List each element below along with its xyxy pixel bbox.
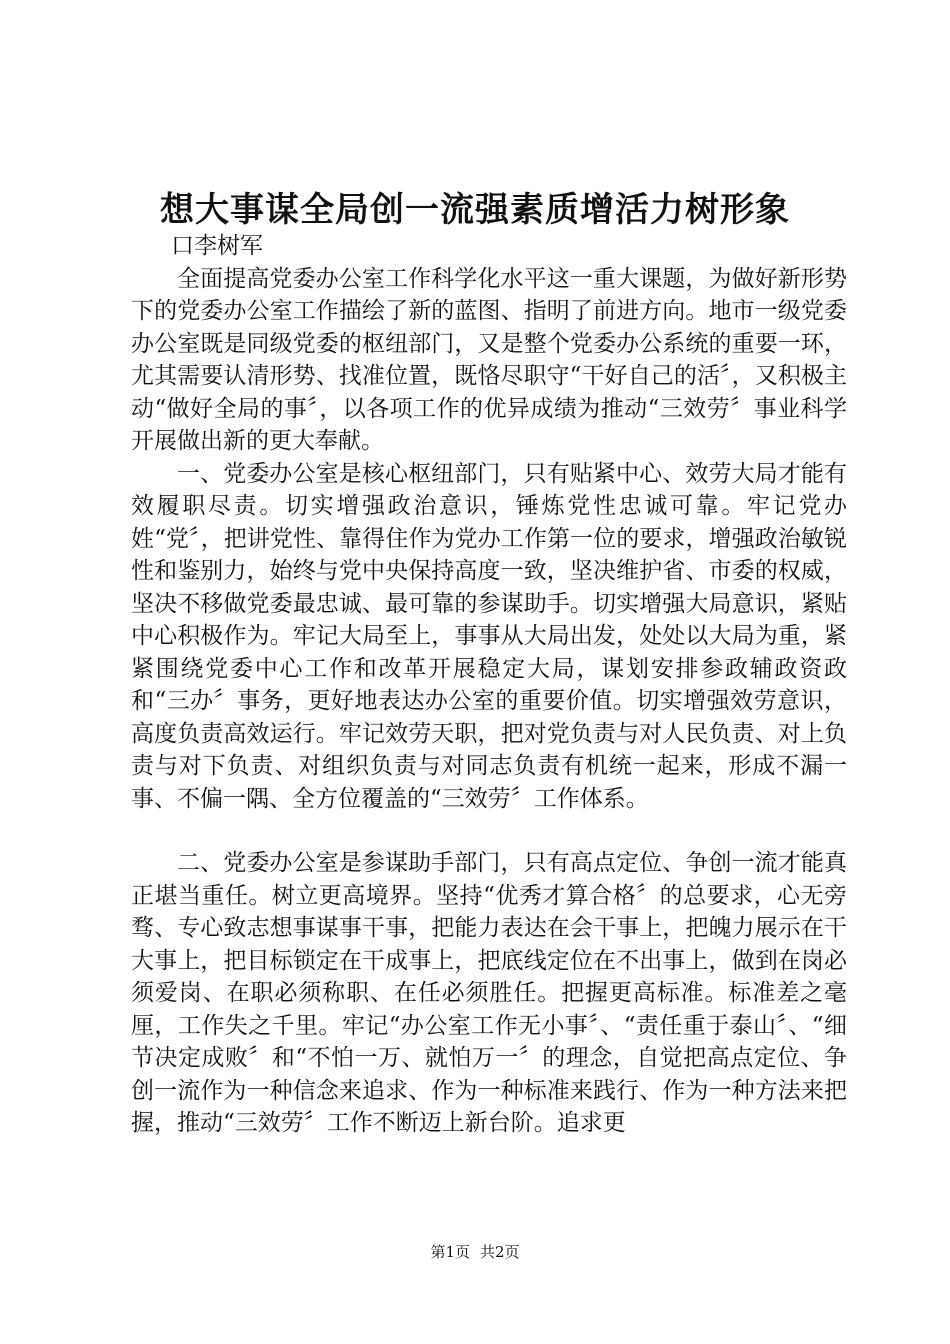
- page-footer: [0, 1242, 950, 1262]
- paragraph-section-one: 一、党委办公室是核心枢纽部门，只有贴紧中心、效劳大局才能有效履职尽责。切实增强政治意识，锤炼党性忠诚可靠。牢记党办姓“党〞，把讲党性、靠得住作为党办工作第一位的要求，增强政治敏锐性和鉴别力，始终与党中央保持高度一致，坚决维护省、市委的权威，坚决不移做党委最忠诚、最可靠的参谋助手。切实增强大局意识，紧贴中心积极作为。牢记大局至上，事事从大局出发，处处以大局为重，紧紧围绕党委中心工作和改革开展稳定大局，谋划安排参政辅政资政和“三办〞事务，更好地表达办公室的重要价值。切实增强效劳意识，高度负责高效运行。牢记效劳天职，把对党负责与对人民负责、对上负责与对下负责、对组织负责与对同志负责有机统一起来，形成不漏一事、不偏一隅、全方位覆盖的“三效劳〞工作体系。: [131, 460, 847, 812]
- document-title: 想大事谋全局创一流强素质增活力树形象: [160, 190, 790, 230]
- page-total: 共2页: [480, 1243, 520, 1261]
- document-body: [131, 230, 847, 1140]
- paragraph-intro: 全面提高党委办公室工作科学化水平这一重大课题，为做好新形势下的党委办公室工作描绘了新的蓝图、指明了前进方向。地市一级党委办公室既是同级党委的枢纽部门，又是整个党委办公系统的重要一环，尤其需要认清形势、找准位置，既恪尽职守“干好自己的活〞，又积极主动“做好全局的事〞，以各项工作的优异成绩为推动“三效劳〞事业科学开展做出新的更大奉献。: [131, 265, 847, 454]
- author-line: 口李树军: [171, 233, 263, 259]
- page-number: 第1页: [430, 1243, 470, 1261]
- paragraph-section-two: 二、党委办公室是参谋助手部门，只有高点定位、争创一流才能真正堪当重任。树立更高境界。坚持“优秀才算合格〞的总要求，心无旁骛、专心致志想事谋事干事，把能力表达在会干事上，把魄力展示在干大事上，把目标锁定在干成事上，把底线定位在不出事上，做到在岗必须爱岗、在职必须称职、在任必须胜任。把握更高标准。标准差之毫厘，工作失之千里。牢记“办公室工作无小事〞、“责任重于泰山〞、“细节决定成败〞和“不怕一万、就怕万一〞的理念，自觉把高点定位、争创一流作为一种信念来追求、作为一种标准来践行、作为一种方法来把握，推动“三效劳〞工作不断迈上新台阶。追求更: [131, 850, 847, 1136]
